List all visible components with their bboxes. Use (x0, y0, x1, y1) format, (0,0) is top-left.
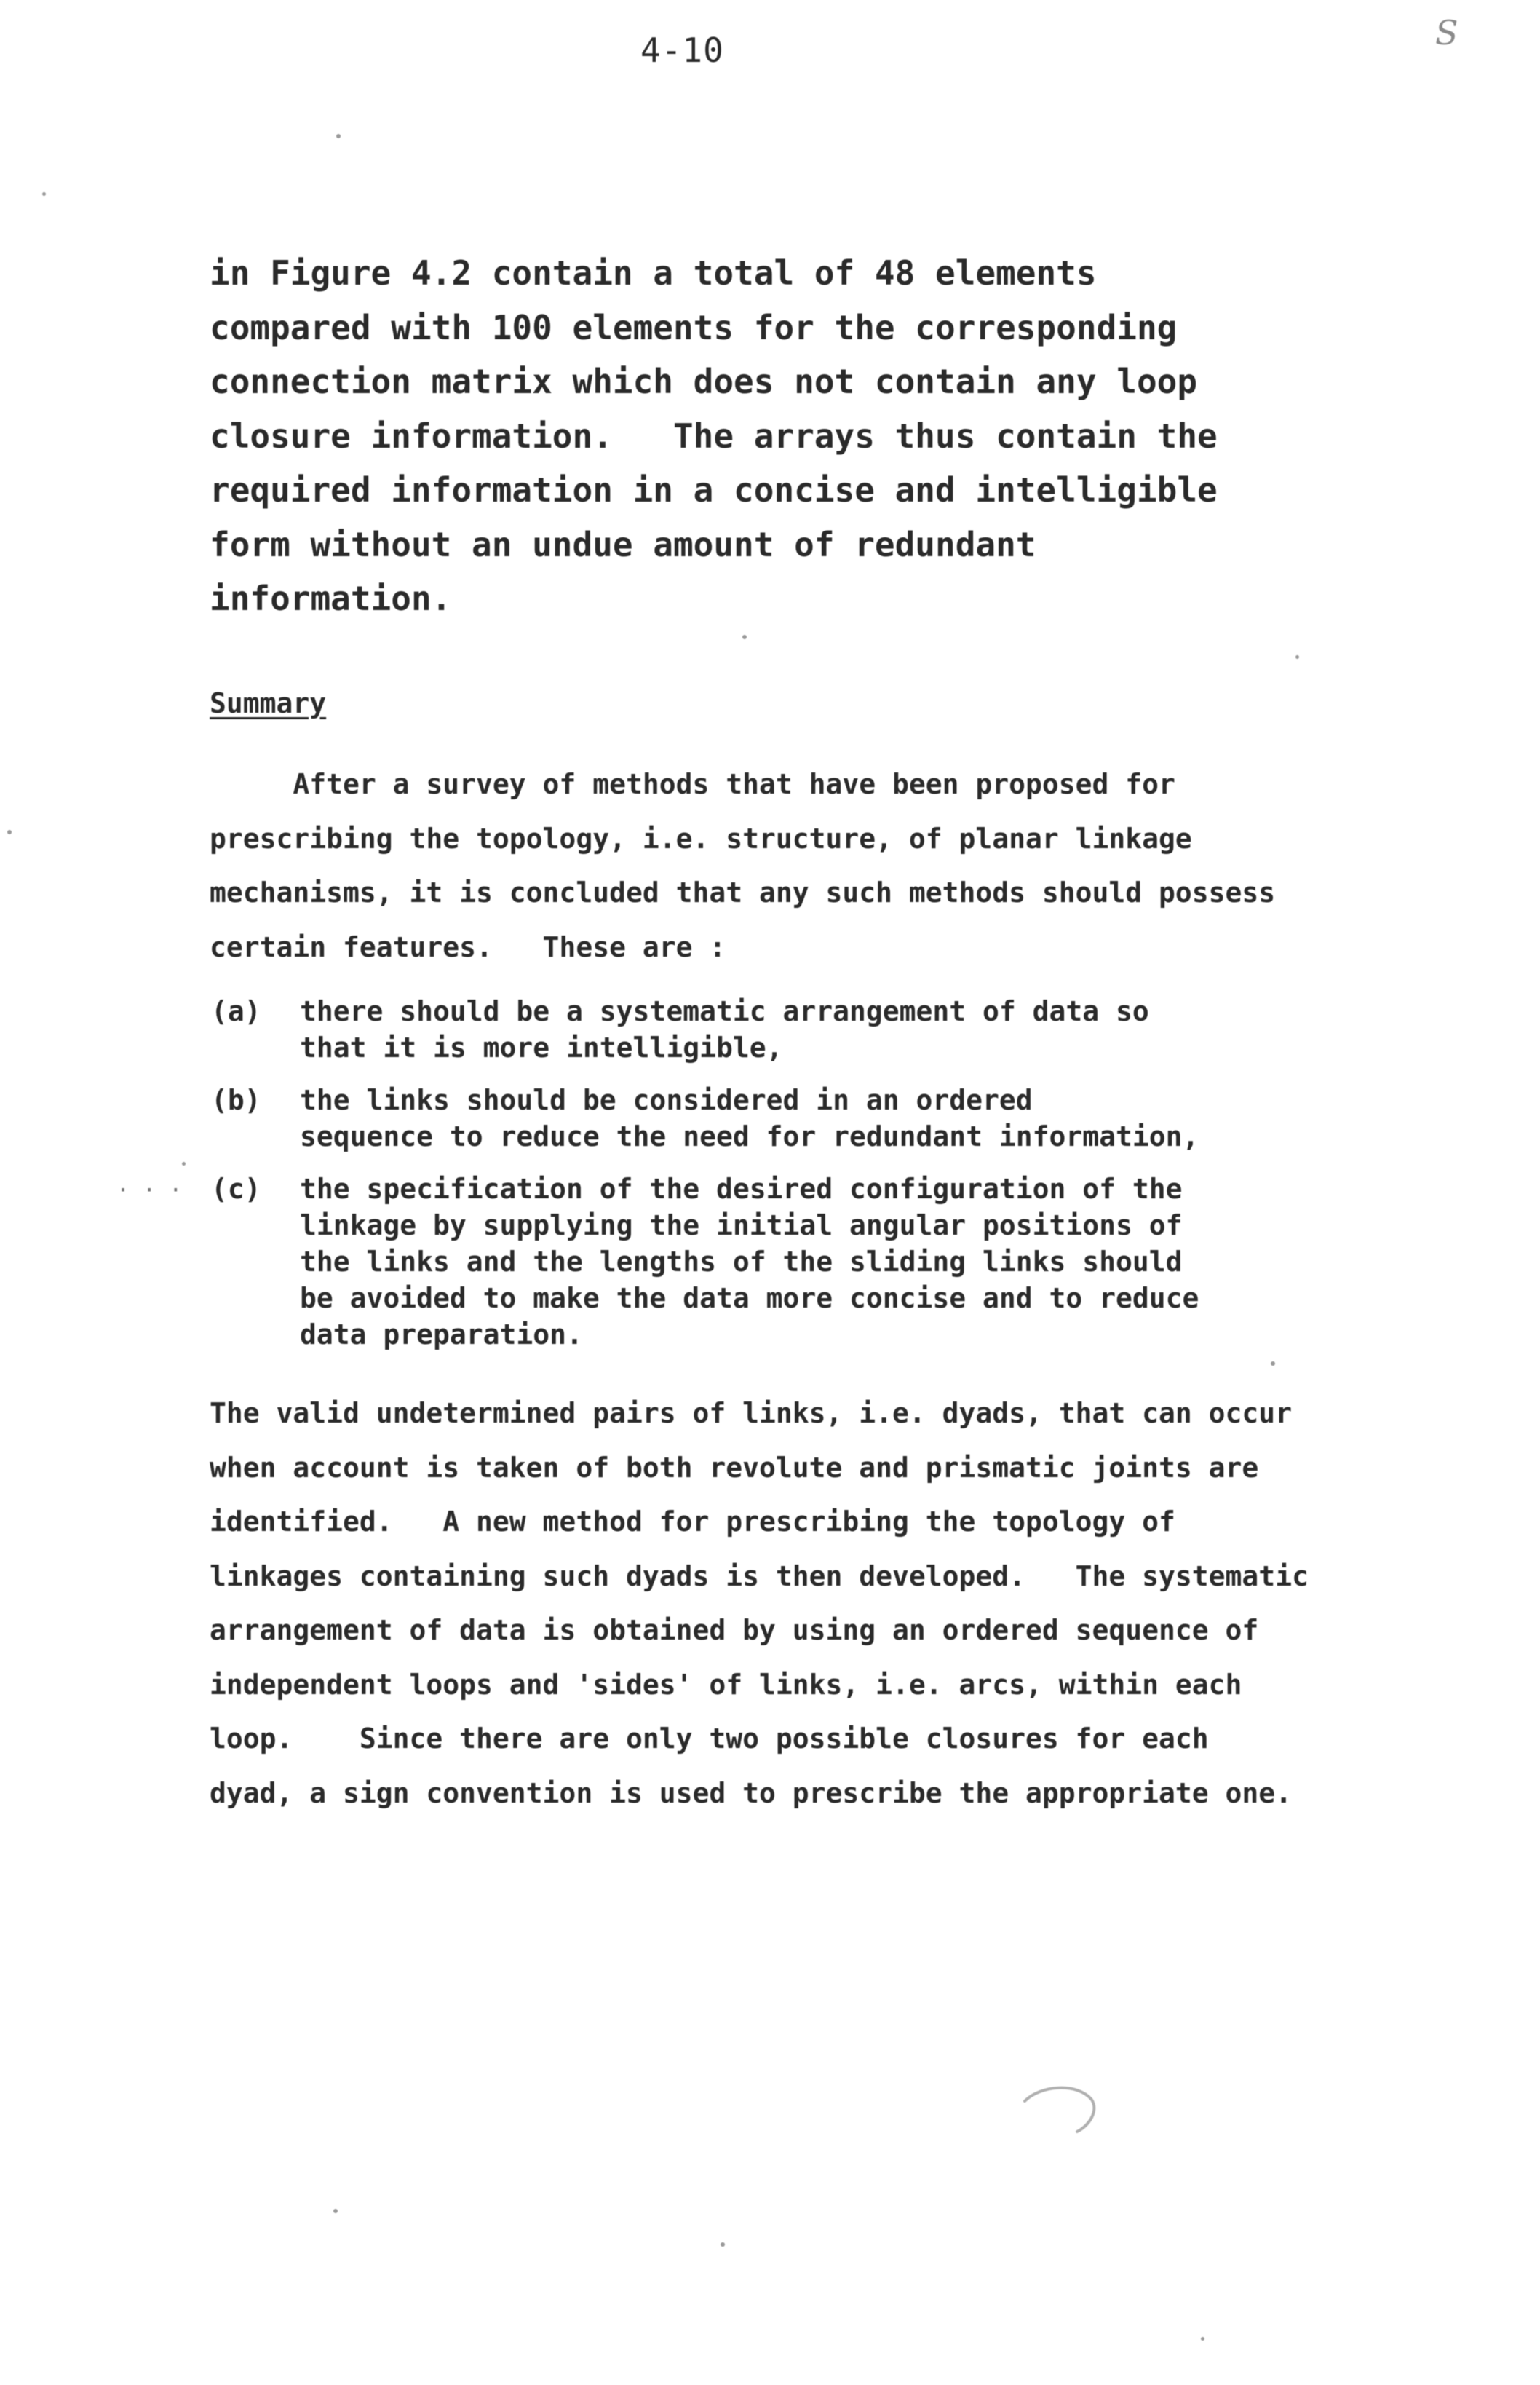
summary-line: certain features. These are : (210, 930, 726, 963)
summary-line: After a survey of methods that have been proposed for (210, 768, 1175, 800)
scan-curl-mark (1019, 2079, 1106, 2137)
intro-line: compared with 100 elements for the corresponding (210, 307, 1178, 347)
scan-speck (1295, 655, 1299, 659)
closing-line: dyad, a sign convention is used to prescribe the appropriate one. (210, 1776, 1293, 1809)
closing-line: independent loops and 'sides' of links, i.e. arcs, within each (210, 1668, 1242, 1701)
list-item-line: linkage by supplying the initial angular positions of (300, 1209, 1183, 1241)
closing-line: linkages containing such dyads is then developed. The systematic (210, 1559, 1309, 1592)
list-item-line: the links and the lengths of the sliding links should (300, 1246, 1183, 1278)
scan-speck (7, 830, 12, 834)
list-item-line: there should be a systematic arrangement of data so (300, 995, 1149, 1027)
intro-paragraph (210, 246, 1447, 626)
closing-line: identified. A new method for prescribing the topology of (210, 1506, 1175, 1538)
intro-line: form without an undue amount of redundant (210, 524, 1036, 564)
list-item-line: the links should be considered in an ordered (300, 1084, 1033, 1116)
section-heading-summary: Summary (210, 687, 327, 719)
list-item (211, 1082, 1492, 1155)
scan-speck (1271, 1361, 1275, 1366)
intro-line: in Figure 4.2 contain a total of 48 elements (210, 253, 1097, 293)
intro-line: required information in a concise and intelligible (210, 470, 1218, 510)
closing-paragraph (210, 1386, 1505, 1820)
summary-paragraph (210, 757, 1491, 974)
list-item-line: be avoided to make the data more concise and to reduce (300, 1282, 1199, 1314)
page-number: 4-10 (640, 31, 724, 70)
intro-line: information. (210, 579, 452, 618)
list-item-line: data preparation. (300, 1318, 583, 1350)
margin-scan-dots: · · · (116, 1178, 183, 1203)
list-marker: (b) (211, 1084, 261, 1116)
list-marker: (c) (211, 1173, 261, 1205)
closing-line: arrangement of data is obtained by using an ordered sequence of (210, 1614, 1259, 1646)
list-item-line: the specification of the desired configuration of the (300, 1173, 1183, 1205)
list-item-line: sequence to reduce the need for redundant information, (300, 1120, 1199, 1152)
corner-mark: S (1435, 13, 1458, 52)
scan-speck (333, 2209, 338, 2213)
summary-line: mechanisms, it is concluded that any such methods should possess (210, 877, 1276, 909)
list-item-line: that it is more intelligible, (300, 1032, 783, 1064)
scan-speck (742, 635, 747, 639)
list-item (211, 1171, 1492, 1353)
closing-line: The valid undetermined pairs of links, i.e. dyads, that can occur (210, 1397, 1293, 1429)
scan-speck (336, 134, 341, 138)
list-item (211, 993, 1492, 1066)
scan-speck (1201, 2337, 1204, 2341)
scan-speck (182, 1162, 186, 1166)
closing-line: loop. Since there are only two possible closures for each (210, 1722, 1209, 1755)
scan-speck (42, 192, 46, 196)
intro-line: closure information. The arrays thus contain the (210, 416, 1218, 456)
summary-line: prescribing the topology, i.e. structure, of planar linkage (210, 822, 1192, 855)
features-list (211, 993, 1492, 1369)
intro-line: connection matrix which does not contain any loop (210, 362, 1198, 401)
scan-speck (721, 2242, 725, 2247)
list-marker: (a) (211, 995, 261, 1027)
closing-line: when account is taken of both revolute and prismatic joints are (210, 1451, 1259, 1484)
